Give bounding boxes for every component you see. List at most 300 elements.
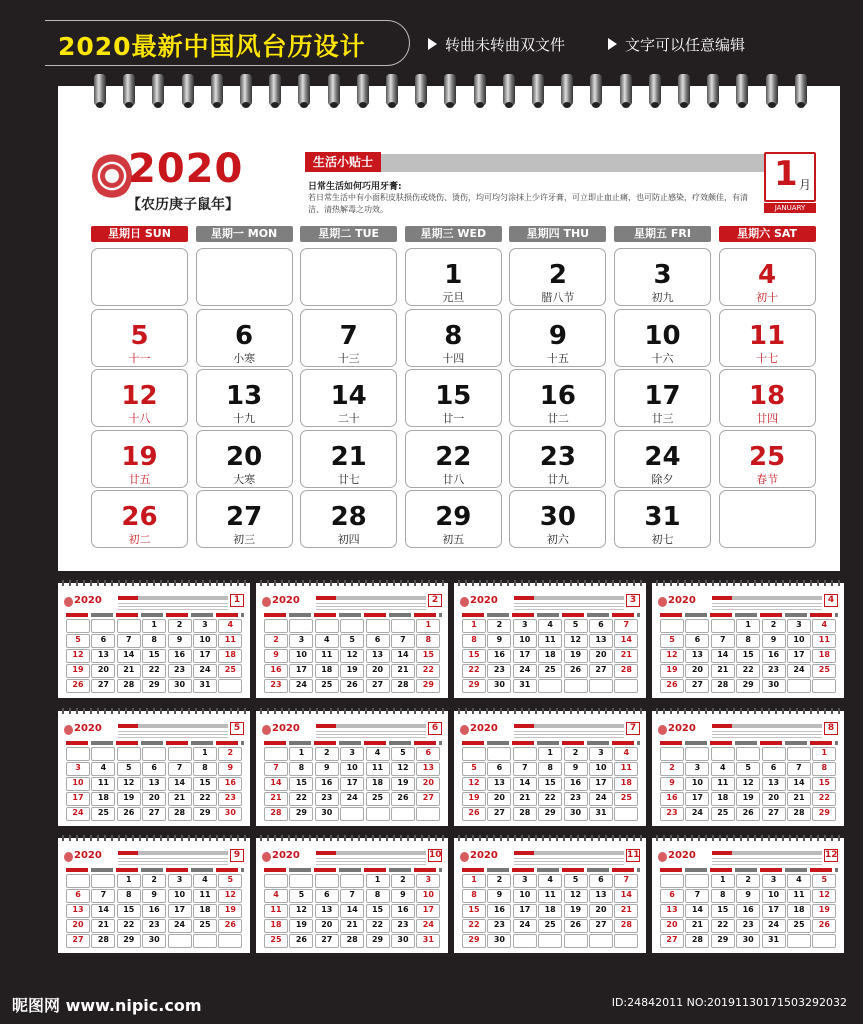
thumb-day-cell: 31 bbox=[193, 679, 217, 693]
weekday-header: 星期三 WED bbox=[405, 226, 502, 242]
feature-item-2 bbox=[608, 34, 745, 55]
thumb-tips-text bbox=[514, 603, 624, 611]
thumb-tips-bar bbox=[118, 724, 228, 728]
thumb-day-cell: 7 bbox=[787, 762, 811, 776]
thumb-day-cell: 19 bbox=[117, 792, 141, 806]
month-english: JANUARY bbox=[764, 203, 816, 213]
watermark: 昵图网 www.nipic.com bbox=[12, 996, 202, 1015]
thumb-day-cell: 25 bbox=[193, 919, 217, 933]
thumb-day-cell: 4 bbox=[218, 619, 242, 633]
thumb-day-cell: 19 bbox=[66, 664, 90, 678]
thumb-weekday-row bbox=[660, 868, 838, 872]
feature-item-1 bbox=[428, 34, 565, 55]
binding-ring bbox=[415, 74, 427, 106]
thumb-day-cell: 22 bbox=[416, 664, 440, 678]
thumb-day-cell: 25 bbox=[711, 807, 735, 821]
thumb-day-cell: 15 bbox=[538, 777, 562, 791]
thumb-day-cell: 29 bbox=[142, 679, 166, 693]
thumb-day-cell bbox=[660, 874, 684, 888]
thumb-day-cell: 10 bbox=[762, 889, 786, 903]
thumb-day-cell: 2 bbox=[218, 747, 242, 761]
thumb-day-cell bbox=[787, 679, 811, 693]
thumb-rings bbox=[656, 708, 840, 714]
thumb-day-cell: 6 bbox=[589, 619, 613, 633]
thumb-day-cell bbox=[289, 619, 313, 633]
thumb-week-row bbox=[462, 634, 640, 649]
thumb-day-cell: 9 bbox=[264, 649, 288, 663]
lunar-date: 初三 bbox=[233, 533, 256, 546]
thumb-day-cell: 26 bbox=[564, 919, 588, 933]
thumb-day-cell: 2 bbox=[487, 619, 511, 633]
day-cell bbox=[614, 430, 711, 488]
thumb-week-row bbox=[264, 889, 442, 904]
thumb-week-row bbox=[264, 919, 442, 934]
thumb-year: 2020 bbox=[74, 723, 102, 734]
thumb-day-cell: 11 bbox=[538, 634, 562, 648]
thumb-weekday-row bbox=[660, 741, 838, 745]
thumb-day-cell: 29 bbox=[289, 807, 313, 821]
thumb-seal-icon bbox=[460, 597, 469, 607]
thumb-day-cell: 17 bbox=[168, 904, 192, 918]
thumb-day-cell: 25 bbox=[538, 664, 562, 678]
thumb-rings bbox=[656, 580, 840, 586]
thumb-day-cell: 19 bbox=[812, 904, 836, 918]
thumb-seal-icon bbox=[262, 597, 271, 607]
thumb-day-cell: 24 bbox=[416, 919, 440, 933]
day-number: 17 bbox=[644, 381, 681, 411]
binding-ring bbox=[94, 74, 106, 106]
thumb-month-badge: 1 bbox=[230, 594, 244, 607]
thumb-day-cell: 5 bbox=[462, 762, 486, 776]
thumb-day-cell: 1 bbox=[736, 619, 760, 633]
thumb-day-cell: 20 bbox=[487, 792, 511, 806]
binding-ring bbox=[211, 74, 223, 106]
day-number: 29 bbox=[435, 502, 472, 532]
day-cell bbox=[405, 490, 502, 548]
image-id: ID:24842011 NO:20191130171503292032 bbox=[611, 996, 847, 1009]
day-cell bbox=[196, 430, 293, 488]
thumb-week-row bbox=[660, 619, 838, 634]
thumb-day-cell: 28 bbox=[117, 679, 141, 693]
day-number: 24 bbox=[644, 441, 681, 472]
thumb-day-cell: 27 bbox=[589, 664, 613, 678]
thumb-day-cell bbox=[91, 619, 115, 633]
thumb-day-cell: 5 bbox=[564, 874, 588, 888]
month-thumbnail bbox=[652, 583, 844, 698]
thumb-day-cell: 12 bbox=[736, 777, 760, 791]
thumb-day-cell: 27 bbox=[487, 807, 511, 821]
binding-ring bbox=[269, 74, 281, 106]
thumb-day-cell: 30 bbox=[564, 807, 588, 821]
thumb-day-cell: 20 bbox=[660, 919, 684, 933]
thumb-day-cell: 28 bbox=[711, 679, 735, 693]
thumb-day-cell: 20 bbox=[685, 664, 709, 678]
thumb-week-row bbox=[66, 919, 244, 934]
weekday-header: 星期四 THU bbox=[509, 226, 606, 242]
thumb-day-cell bbox=[91, 747, 115, 761]
thumb-day-cell bbox=[685, 619, 709, 633]
day-number: 11 bbox=[749, 320, 786, 351]
thumb-day-cell: 14 bbox=[787, 777, 811, 791]
thumb-tips-text bbox=[514, 731, 624, 739]
thumb-rings bbox=[260, 708, 444, 714]
thumb-day-cell: 17 bbox=[416, 904, 440, 918]
thumb-day-cell: 3 bbox=[193, 619, 217, 633]
thumb-day-cell: 25 bbox=[315, 679, 339, 693]
thumb-day-cell: 10 bbox=[685, 777, 709, 791]
day-cell bbox=[91, 430, 188, 488]
thumb-day-cell: 26 bbox=[117, 807, 141, 821]
day-cell bbox=[196, 490, 293, 548]
binding-ring bbox=[182, 74, 194, 106]
day-cell bbox=[614, 248, 711, 306]
thumb-tips-text bbox=[316, 858, 426, 866]
thumb-day-cell: 17 bbox=[685, 792, 709, 806]
day-number: 30 bbox=[539, 502, 576, 532]
thumb-day-grid bbox=[660, 874, 838, 949]
thumb-day-cell: 23 bbox=[218, 792, 242, 806]
day-number: 8 bbox=[444, 320, 463, 351]
thumb-day-cell bbox=[462, 747, 486, 761]
thumb-day-cell: 3 bbox=[685, 762, 709, 776]
thumb-day-cell: 21 bbox=[711, 664, 735, 678]
thumb-day-cell: 22 bbox=[366, 919, 390, 933]
thumb-day-cell: 3 bbox=[66, 762, 90, 776]
thumb-day-cell: 1 bbox=[117, 874, 141, 888]
thumb-day-cell: 14 bbox=[91, 904, 115, 918]
thumb-week-row bbox=[264, 664, 442, 679]
thumb-day-cell: 4 bbox=[538, 619, 562, 633]
thumb-day-cell: 19 bbox=[289, 919, 313, 933]
thumb-day-cell: 16 bbox=[315, 777, 339, 791]
thumb-day-cell bbox=[762, 747, 786, 761]
thumb-tips-text bbox=[712, 858, 822, 866]
thumb-day-cell: 4 bbox=[614, 747, 638, 761]
thumb-day-cell: 4 bbox=[91, 762, 115, 776]
thumb-month-badge: 5 bbox=[230, 722, 244, 735]
thumb-day-cell: 5 bbox=[340, 634, 364, 648]
thumb-day-cell: 17 bbox=[787, 649, 811, 663]
thumb-day-cell: 9 bbox=[660, 777, 684, 791]
thumb-day-cell bbox=[66, 747, 90, 761]
weekday-header: 星期五 FRI bbox=[614, 226, 711, 242]
thumb-rings bbox=[62, 708, 246, 714]
thumb-day-cell: 2 bbox=[264, 634, 288, 648]
thumb-day-cell: 27 bbox=[91, 679, 115, 693]
thumb-day-cell: 24 bbox=[762, 919, 786, 933]
thumb-day-cell: 16 bbox=[660, 792, 684, 806]
thumb-day-cell: 18 bbox=[264, 919, 288, 933]
thumb-day-cell: 29 bbox=[538, 807, 562, 821]
thumb-day-cell: 11 bbox=[366, 762, 390, 776]
thumb-week-row bbox=[66, 874, 244, 889]
thumb-day-cell: 13 bbox=[366, 649, 390, 663]
lunar-date: 十八 bbox=[128, 412, 151, 425]
thumb-day-cell: 1 bbox=[289, 747, 313, 761]
thumb-day-cell: 27 bbox=[589, 919, 613, 933]
thumb-weekday-row bbox=[66, 741, 244, 745]
thumb-day-cell: 12 bbox=[340, 649, 364, 663]
thumb-day-cell: 4 bbox=[366, 747, 390, 761]
thumb-week-row bbox=[660, 747, 838, 762]
thumb-day-cell: 9 bbox=[168, 634, 192, 648]
thumb-day-cell: 24 bbox=[513, 919, 537, 933]
thumb-day-grid bbox=[660, 619, 838, 694]
thumb-day-cell: 22 bbox=[289, 792, 313, 806]
thumb-day-cell: 20 bbox=[762, 792, 786, 806]
thumb-year: 2020 bbox=[74, 850, 102, 861]
thumb-day-grid bbox=[264, 747, 442, 822]
thumb-week-row bbox=[462, 889, 640, 904]
thumb-day-cell bbox=[812, 934, 836, 948]
day-cell bbox=[300, 248, 397, 306]
thumb-day-cell: 29 bbox=[193, 807, 217, 821]
thumb-day-cell: 25 bbox=[366, 792, 390, 806]
thumb-year: 2020 bbox=[668, 723, 696, 734]
thumb-day-cell: 9 bbox=[142, 889, 166, 903]
thumb-day-cell: 12 bbox=[66, 649, 90, 663]
day-cell bbox=[405, 430, 502, 488]
thumb-day-cell: 20 bbox=[315, 919, 339, 933]
thumb-day-cell: 3 bbox=[589, 747, 613, 761]
thumb-day-cell: 6 bbox=[762, 762, 786, 776]
thumb-day-cell: 5 bbox=[660, 634, 684, 648]
day-cell bbox=[196, 309, 293, 367]
thumb-day-cell: 9 bbox=[218, 762, 242, 776]
thumb-week-row bbox=[264, 747, 442, 762]
thumb-day-cell: 24 bbox=[193, 664, 217, 678]
feature-label-1: 转曲未转曲双文件 bbox=[445, 36, 566, 54]
thumb-day-cell: 8 bbox=[117, 889, 141, 903]
day-cell bbox=[509, 490, 606, 548]
thumb-day-cell: 8 bbox=[538, 762, 562, 776]
binding-ring bbox=[123, 74, 135, 106]
thumb-day-cell: 8 bbox=[142, 634, 166, 648]
thumb-day-cell: 3 bbox=[168, 874, 192, 888]
thumb-day-cell: 23 bbox=[142, 919, 166, 933]
thumb-day-cell: 10 bbox=[513, 634, 537, 648]
binding-ring bbox=[386, 74, 398, 106]
thumb-week-row bbox=[462, 679, 640, 694]
thumb-day-cell: 20 bbox=[91, 664, 115, 678]
thumb-day-cell: 2 bbox=[315, 747, 339, 761]
month-number: 1 bbox=[774, 154, 798, 194]
thumb-day-cell: 21 bbox=[614, 904, 638, 918]
thumb-week-row bbox=[264, 777, 442, 792]
thumb-day-cell: 10 bbox=[787, 634, 811, 648]
thumb-day-cell: 14 bbox=[614, 889, 638, 903]
thumb-day-cell: 26 bbox=[66, 679, 90, 693]
thumb-day-cell: 3 bbox=[340, 747, 364, 761]
thumb-day-cell: 25 bbox=[812, 664, 836, 678]
thumb-day-cell: 21 bbox=[391, 664, 415, 678]
month-thumbnail bbox=[454, 583, 646, 698]
thumb-week-row bbox=[264, 904, 442, 919]
thumb-week-row bbox=[462, 919, 640, 934]
thumb-day-cell: 2 bbox=[487, 874, 511, 888]
thumb-day-cell: 9 bbox=[762, 634, 786, 648]
thumb-day-cell: 10 bbox=[416, 889, 440, 903]
thumb-week-row bbox=[66, 664, 244, 679]
thumb-day-cell bbox=[416, 807, 440, 821]
thumb-day-cell: 4 bbox=[711, 762, 735, 776]
thumb-day-cell: 6 bbox=[685, 634, 709, 648]
thumb-day-cell bbox=[168, 934, 192, 948]
day-cell bbox=[405, 248, 502, 306]
thumb-week-row bbox=[66, 619, 244, 634]
binding-ring bbox=[444, 74, 456, 106]
day-number: 6 bbox=[235, 320, 254, 351]
thumb-day-cell bbox=[538, 679, 562, 693]
day-number: 28 bbox=[330, 502, 367, 532]
thumb-day-cell: 17 bbox=[513, 649, 537, 663]
weekday-header: 星期日 SUN bbox=[91, 226, 188, 242]
thumb-day-cell: 12 bbox=[218, 889, 242, 903]
thumb-day-cell: 23 bbox=[660, 807, 684, 821]
thumb-day-cell: 28 bbox=[91, 934, 115, 948]
thumb-day-cell: 23 bbox=[564, 792, 588, 806]
thumb-day-cell bbox=[264, 747, 288, 761]
thumb-day-cell: 14 bbox=[391, 649, 415, 663]
thumb-day-cell: 24 bbox=[685, 807, 709, 821]
thumb-week-row bbox=[264, 807, 442, 822]
lunar-date: 初二 bbox=[128, 533, 151, 546]
month-badge bbox=[764, 152, 816, 202]
thumb-day-cell bbox=[315, 874, 339, 888]
thumb-day-cell: 15 bbox=[142, 649, 166, 663]
thumb-day-cell: 7 bbox=[168, 762, 192, 776]
thumb-day-cell: 26 bbox=[812, 919, 836, 933]
thumb-day-cell: 15 bbox=[736, 649, 760, 663]
thumb-day-cell: 25 bbox=[614, 792, 638, 806]
thumb-week-row bbox=[264, 619, 442, 634]
thumb-week-row bbox=[66, 634, 244, 649]
thumb-day-cell: 21 bbox=[787, 792, 811, 806]
thumb-day-cell: 12 bbox=[660, 649, 684, 663]
thumb-tips-bar bbox=[118, 851, 228, 855]
day-number: 21 bbox=[330, 441, 367, 472]
thumb-month-badge: 11 bbox=[627, 850, 640, 860]
day-cell bbox=[91, 490, 188, 548]
thumb-day-cell: 10 bbox=[168, 889, 192, 903]
lunar-year-label: 【农历庚子鼠年】 bbox=[127, 197, 239, 213]
thumb-day-cell: 6 bbox=[416, 747, 440, 761]
thumb-day-cell: 7 bbox=[614, 874, 638, 888]
thumb-day-cell bbox=[117, 619, 141, 633]
paper-cut-seal-icon bbox=[92, 153, 132, 199]
thumb-day-cell: 5 bbox=[391, 747, 415, 761]
day-cell bbox=[91, 369, 188, 427]
thumb-day-cell: 5 bbox=[218, 874, 242, 888]
day-number: 26 bbox=[121, 502, 158, 532]
thumb-week-row bbox=[462, 664, 640, 679]
thumb-day-cell: 13 bbox=[762, 777, 786, 791]
day-cell bbox=[300, 369, 397, 427]
binding-ring bbox=[707, 74, 719, 106]
thumb-week-row bbox=[660, 889, 838, 904]
lunar-date: 初五 bbox=[442, 533, 465, 546]
thumb-day-cell: 9 bbox=[564, 762, 588, 776]
thumb-day-cell: 25 bbox=[787, 919, 811, 933]
thumb-day-cell: 14 bbox=[614, 634, 638, 648]
thumb-day-cell: 5 bbox=[289, 889, 313, 903]
play-triangle-icon bbox=[428, 38, 437, 50]
thumb-day-cell: 1 bbox=[538, 747, 562, 761]
thumb-week-row bbox=[660, 634, 838, 649]
thumb-week-row bbox=[66, 807, 244, 822]
thumb-day-cell: 8 bbox=[462, 889, 486, 903]
thumb-year: 2020 bbox=[74, 595, 102, 606]
thumb-day-cell: 7 bbox=[685, 889, 709, 903]
lunar-date: 元旦 bbox=[442, 291, 465, 304]
thumb-day-cell: 24 bbox=[66, 807, 90, 821]
lunar-date: 廿二 bbox=[546, 412, 569, 425]
month-thumbnail bbox=[58, 838, 250, 953]
thumb-day-cell: 21 bbox=[513, 792, 537, 806]
day-cell bbox=[196, 369, 293, 427]
thumb-day-cell: 18 bbox=[787, 904, 811, 918]
thumb-day-cell: 20 bbox=[589, 649, 613, 663]
day-cell bbox=[719, 369, 816, 427]
thumb-week-row bbox=[660, 777, 838, 792]
thumb-day-cell: 1 bbox=[462, 874, 486, 888]
thumb-tips-bar bbox=[118, 596, 228, 600]
thumb-day-cell: 27 bbox=[660, 934, 684, 948]
thumb-day-cell: 13 bbox=[589, 634, 613, 648]
play-triangle-icon bbox=[608, 38, 617, 50]
thumb-day-cell: 19 bbox=[218, 904, 242, 918]
thumb-tips-bar bbox=[712, 851, 822, 855]
thumb-day-cell: 30 bbox=[218, 807, 242, 821]
day-number: 14 bbox=[330, 381, 367, 411]
thumb-day-cell: 10 bbox=[193, 634, 217, 648]
lunar-date: 十一 bbox=[128, 351, 151, 365]
thumb-day-cell: 20 bbox=[416, 777, 440, 791]
thumb-tips-text bbox=[118, 858, 228, 866]
thumb-day-cell: 28 bbox=[614, 919, 638, 933]
thumb-day-cell bbox=[366, 619, 390, 633]
thumb-year: 2020 bbox=[470, 850, 498, 861]
thumb-day-cell: 6 bbox=[91, 634, 115, 648]
thumb-day-cell: 20 bbox=[142, 792, 166, 806]
weekday-header: 星期六 SAT bbox=[719, 226, 816, 242]
thumb-day-cell: 26 bbox=[289, 934, 313, 948]
thumb-day-cell: 28 bbox=[614, 664, 638, 678]
thumb-day-cell: 9 bbox=[736, 889, 760, 903]
thumb-day-cell: 30 bbox=[487, 679, 511, 693]
thumb-tips-text bbox=[118, 603, 228, 611]
thumb-day-cell: 18 bbox=[315, 664, 339, 678]
binding-ring bbox=[532, 74, 544, 106]
lunar-date: 除夕 bbox=[651, 472, 674, 486]
thumb-day-cell bbox=[340, 619, 364, 633]
thumb-day-cell: 14 bbox=[264, 777, 288, 791]
binding-ring bbox=[678, 74, 690, 106]
thumb-day-grid bbox=[462, 747, 640, 822]
banner-title: 2020最新中国风台历设计 bbox=[58, 32, 366, 61]
thumb-day-cell: 18 bbox=[218, 649, 242, 663]
thumb-day-cell: 22 bbox=[812, 792, 836, 806]
thumb-day-cell bbox=[564, 934, 588, 948]
lunar-date: 廿八 bbox=[442, 472, 465, 486]
lunar-date: 大寒 bbox=[233, 472, 256, 486]
thumb-year: 2020 bbox=[272, 595, 300, 606]
thumb-day-cell: 8 bbox=[416, 634, 440, 648]
thumb-day-cell: 23 bbox=[736, 919, 760, 933]
thumb-day-cell: 13 bbox=[487, 777, 511, 791]
thumb-day-cell: 24 bbox=[289, 679, 313, 693]
thumb-week-row bbox=[660, 762, 838, 777]
